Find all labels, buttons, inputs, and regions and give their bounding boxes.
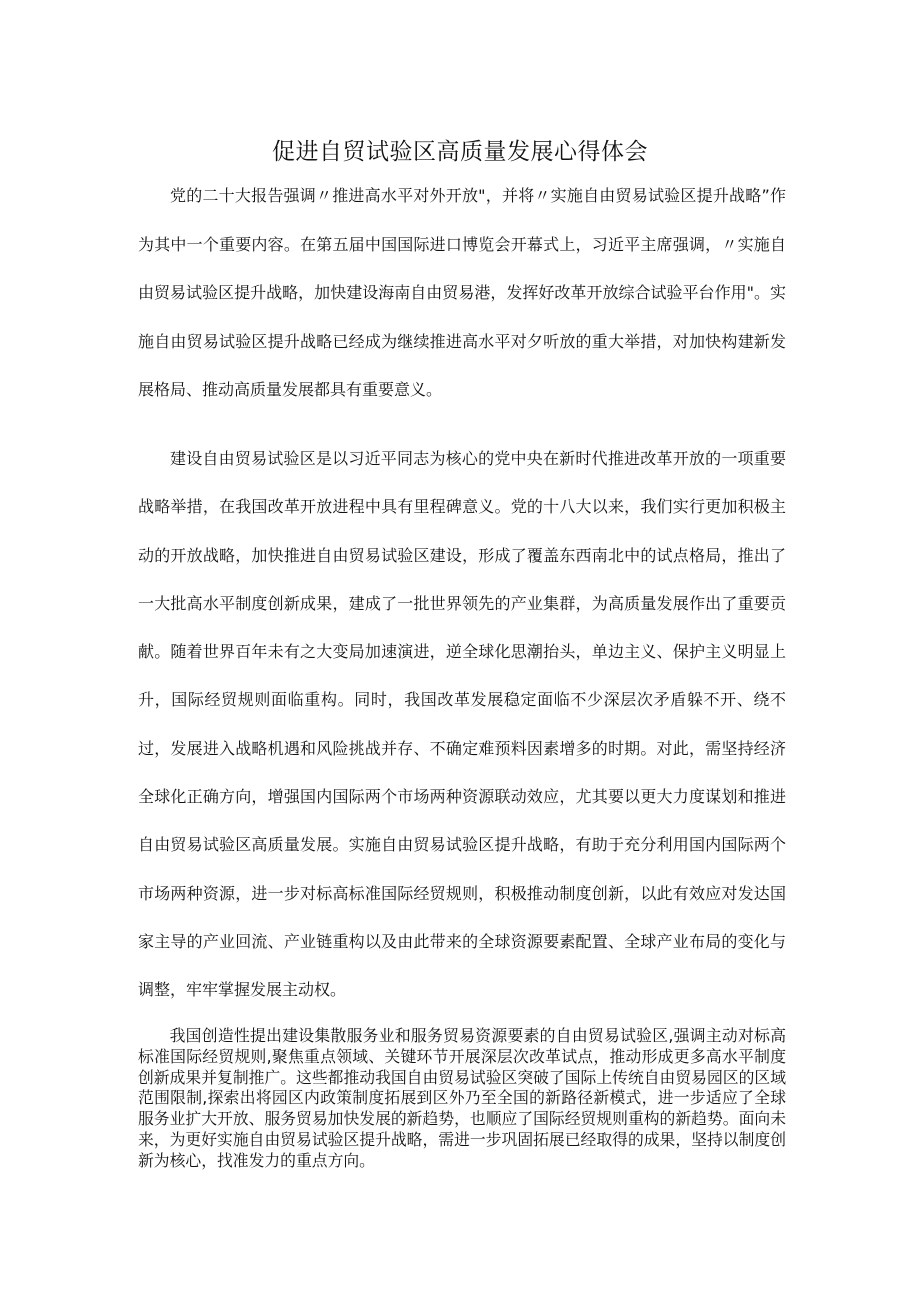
document-title: 促进自贸试验区高质量发展心得体会 bbox=[272, 139, 648, 165]
paragraph-3: 我国创造性提出建设集散服务业和服务贸易资源要素的自由贸易试验区,强调主动对标高标准国际经贸规则,聚焦重点领域、关键环节开展深层次改革试点，推动形成更多高水平制度创新成果并复制推广。这些都推动我国自由贸易试验区突破了国际上传统自由贸易园区的区域范围限制,探索出将园区内政策制度拓展到区外乃至全国的新路径新模式，进一步适应了全球服务业扩大开放、服务贸易加快发展的新趋势，也顺应了国际经贸规则重构的新趋势。面向未来，为更好实施自由贸易试验区提升战略，需进一步巩固拓展已经取得的成果，坚持以制度创新为核心，找准发力的重点方向。 bbox=[138, 1026, 786, 1170]
paragraph-1: 党的二十大报告强调〃推进高水平对外开放"，并将〃实施自由贸易试验区提升战略”作为其中一个重要内容。在第五届中国国际进口博览会开幕式上，习近平主席强调，〃实施自由贸易试验区提升战略，加快建设海南自由贸易港，发挥好改革开放综合试验平台作用"。实施自由贸易试验区提升战略已经成为继续推进高水平对夕听放的重大举措，对加快构建新发展格局、推动高质量发展都具有重要意义。 bbox=[138, 186, 786, 399]
paragraph-2: 建设自由贸易试验区是以习近平同志为核心的党中央在新时代推进改革开放的一项重要战略举措，在我国改革开放进程中具有里程碑意义。党的十八大以来，我们实行更加积极主动的开放战略，加快推进自由贸易试验区建设，形成了覆盖东西南北中的试点格局，推出了一大批高水平制度创新成果，建成了一批世界领先的产业集群，为高质量发展作出了重要贡献。随着世界百年未有之大变局加速演进，逆全球化思潮抬头，单边主义、保护主义明显上升，国际经贸规则面临重构。同时，我国改革发展稳定面临不少深层次矛盾躲不开、绕不过，发展进入战略机遇和风险挑战并存、不确定难预料因素增多的时期。对此，需坚持经济全球化正确方向，增强国内国际两个市场两种资源联动效应，尤其要以更大力度谋划和推进自由贸易试验区高质量发展。实施自由贸易试验区提升战略，有助于充分利用国内国际两个市场两种资源，进一步对标高标准国际经贸规则，积极推动制度创新，以此有效应对发达国家主导的产业回流、产业链重构以及由此带来的全球资源要素配置、全球产业布局的变化与调整，牢牢掌握发展主动权。 bbox=[138, 449, 786, 1000]
